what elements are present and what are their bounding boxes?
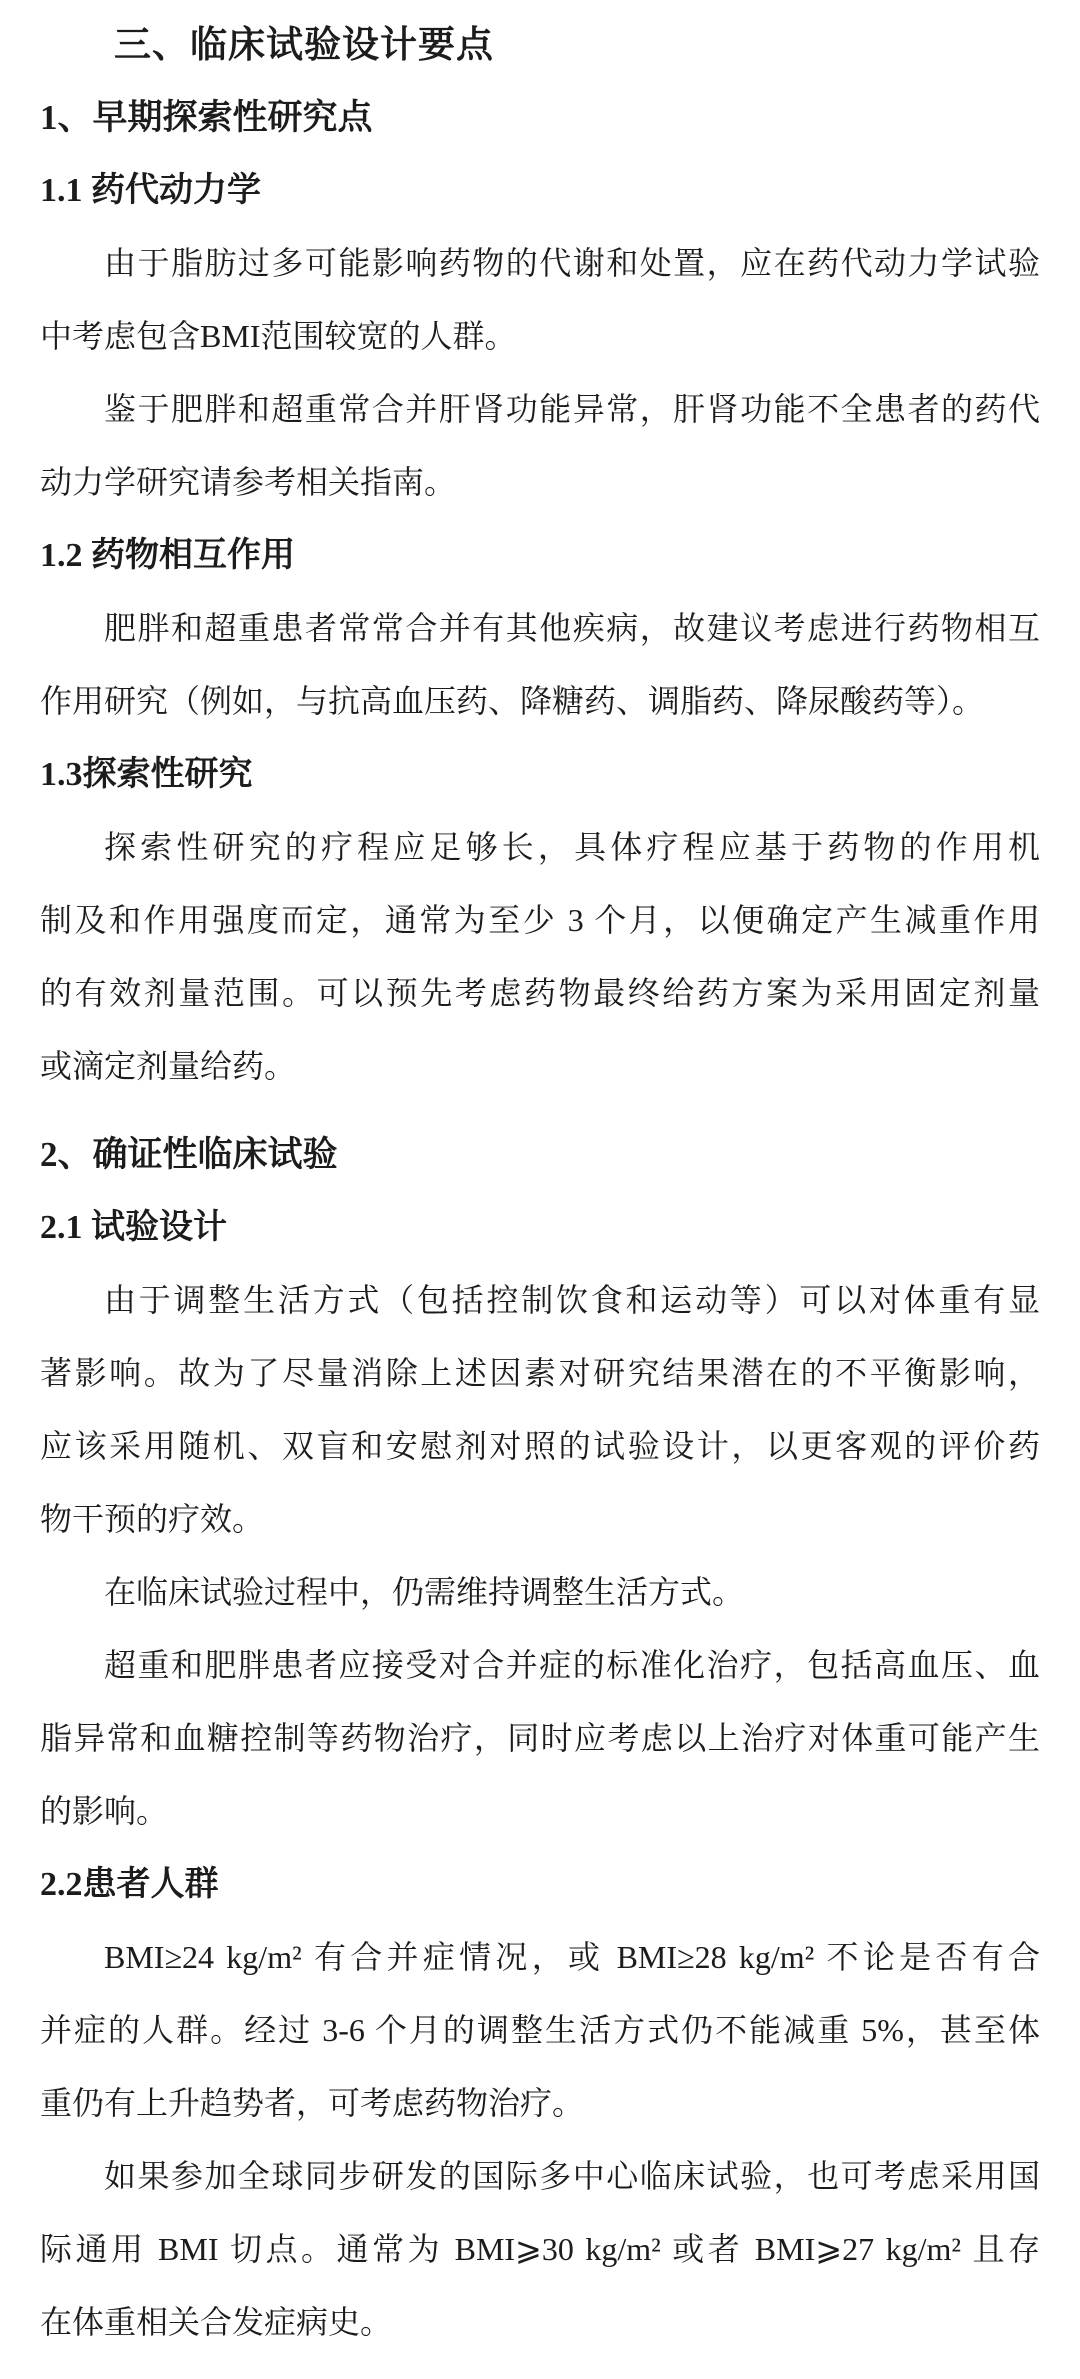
text-line: 由于脂肪过多可能影响药物的代谢和处置，应在药代动力学试验 — [104, 245, 1040, 281]
text-line: 或滴定剂量给药。 — [40, 1048, 297, 1084]
text-line: 如果参加全球同步研发的国际多中心临床试验，也可考虑采用国 — [104, 2158, 1040, 2194]
text-line: 动力学研究请参考相关指南。 — [40, 464, 457, 500]
section-heading: 2、确证性临床试验 — [40, 1135, 338, 1174]
subsection-heading: 1.2 药物相互作用 — [40, 537, 295, 574]
paragraph — [40, 1629, 1040, 1848]
section-heading: 1、早期探索性研究点 — [40, 98, 373, 137]
text-line: 物干预的疗效。 — [40, 1501, 265, 1537]
text-line: BMI≥24 kg/m² 有合并症情况，或 BMI≥28 kg/m² 不论是否有合 — [104, 1939, 1040, 1975]
paragraph — [40, 2140, 1040, 2359]
text-line: 的有效剂量范围。可以预先考虑药物最终给药方案为采用固定剂量 — [40, 975, 1040, 1011]
subsection-heading: 1.1 药代动力学 — [40, 172, 261, 209]
paragraph — [40, 1921, 1040, 2140]
paragraph — [40, 811, 1040, 1103]
text-line: 际通用 BMI 切点。通常为 BMI⩾30 kg/m² 或者 BMI⩾27 kg/m² 且存 — [40, 2231, 1040, 2267]
subsection-heading: 1.3探索性研究 — [40, 756, 253, 793]
text-line: 并症的人群。经过 3-6 个月的调整生活方式仍不能减重 5%，甚至体 — [40, 2012, 1040, 2048]
text-line: 鉴于肥胖和超重常合并肝肾功能异常，肝肾功能不全患者的药代 — [104, 391, 1040, 427]
text-line: 中考虑包含BMI范围较宽的人群。 — [40, 318, 517, 354]
text-line: 肥胖和超重患者常常合并有其他疾病，故建议考虑进行药物相互 — [104, 610, 1040, 646]
text-line: 脂异常和血糖控制等药物治疗，同时应考虑以上治疗对体重可能产生 — [40, 1720, 1040, 1756]
text-line: 著影响。故为了尽量消除上述因素对研究结果潜在的不平衡影响， — [40, 1355, 1040, 1391]
text-line: 探索性研究的疗程应足够长，具体疗程应基于药物的作用机 — [104, 829, 1040, 865]
subsection-heading: 2.2患者人群 — [40, 1866, 219, 1903]
text-line: 应该采用随机、双盲和安慰剂对照的试验设计，以更客观的评价药 — [40, 1428, 1040, 1464]
text-line: 由于调整生活方式（包括控制饮食和运动等）可以对体重有显 — [104, 1282, 1040, 1318]
paragraph — [40, 227, 1040, 373]
subsection-heading: 2.1 试验设计 — [40, 1209, 227, 1246]
paragraph — [40, 1264, 1040, 1556]
paragraph — [40, 592, 1040, 738]
text-line: 在体重相关合发症病史。 — [40, 2304, 393, 2340]
text-line: 在临床试验过程中，仍需维持调整生活方式。 — [104, 1574, 745, 1610]
paragraph — [40, 1556, 1040, 1629]
paragraph — [40, 373, 1040, 519]
text-line: 的影响。 — [40, 1793, 169, 1829]
document-title: 三、临床试验设计要点 — [114, 24, 494, 65]
text-line: 超重和肥胖患者应接受对合并症的标准化治疗，包括高血压、血 — [104, 1647, 1040, 1683]
text-line: 重仍有上升趋势者，可考虑药物治疗。 — [40, 2085, 585, 2121]
text-line: 制及和作用强度而定，通常为至少 3 个月，以便确定产生减重作用 — [40, 902, 1040, 938]
text-line: 作用研究（例如，与抗高血压药、降糖药、调脂药、降尿酸药等）。 — [40, 683, 985, 719]
